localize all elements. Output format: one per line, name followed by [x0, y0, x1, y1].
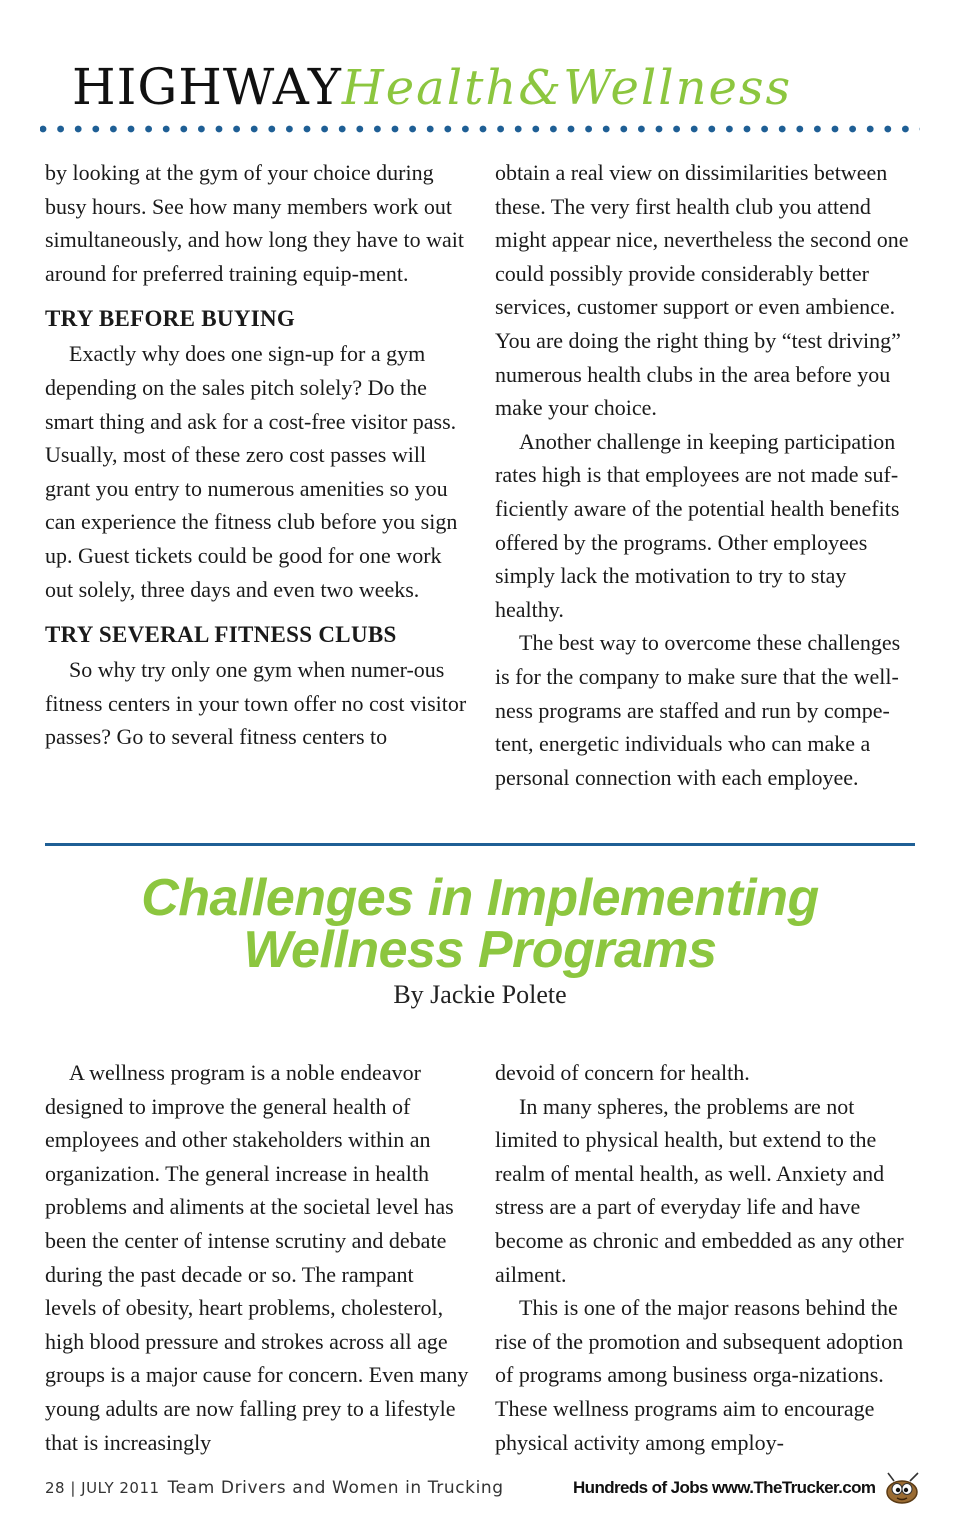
- paragraph: Another challenge in keeping participation rates high is that employees are not made suf-ficiently aware of the potential health benefits offered by the programs. Other employees simply lack the motivation to try to stay healthy.: [495, 428, 900, 622]
- top-article-right-column: [495, 156, 920, 794]
- article-headline: [0, 869, 960, 979]
- paragraph: by looking at the gym of your choice during busy hours. See how many members work out simultaneously, and how long they have to wait around for preferred training equip-ment.: [45, 160, 464, 286]
- feature-left-column: [45, 1056, 470, 1459]
- footer-page-info: [45, 1478, 504, 1498]
- paragraph: Exactly why does one sign-up for a gym depending on the sales pitch solely? Do the smart thing and ask for a cost-free visitor pass. Usually, most of these zero cost passes will grant you entry to numerous amenities so you can experience the fitness club before you sign up. Guest tickets could be good for one work out solely, three days and even two weeks.: [45, 341, 458, 602]
- masthead: [72, 58, 792, 124]
- headline-line-1: Challenges in Implementing: [141, 869, 819, 927]
- subheading-try-before-buying: TRY BEFORE BUYING: [45, 306, 296, 332]
- byline: By Jackie Polete: [393, 980, 567, 1009]
- paragraph: A wellness program is a noble endeavor designed to improve the general health of employees and other stakeholders within an organization. The general increase in health problems and aliments at the societal level has been the center of intense scrutiny and debate during the past decade or so. The rampant levels of obesity, heart problems, cholesterol, high blood pressure and strokes across all age groups is a major cause for concern. Even many young adults are now falling prey to a lifestyle that is increasingly: [45, 1060, 469, 1455]
- feature-right-column: [495, 1056, 920, 1459]
- dot-divider-icon: [40, 122, 920, 136]
- headline-line-2: Wellness Programs: [243, 921, 717, 979]
- masthead-highway: HIGHWAY: [72, 58, 342, 116]
- mascot-bug-icon: [880, 1470, 924, 1506]
- section-divider: [45, 843, 915, 846]
- paragraph: The best way to overcome these challenges is for the company to make sure that the well-ness programs are staffed and run by compe-tent, energetic individuals who can make a personal connection with each employee.: [495, 630, 901, 790]
- paragraph: devoid of concern for health.: [495, 1060, 750, 1085]
- footer-page-date: 28 | JULY 2011: [45, 1479, 160, 1497]
- footer-tagline: Hundreds of Jobs www.TheTrucker.com: [573, 1478, 876, 1497]
- masthead-ampersand: &: [518, 60, 564, 116]
- paragraph: So why try only one gym when numer-ous fitness centers in your town offer no cost visitor passes? Go to several fitness centers to: [45, 657, 467, 750]
- top-article-left-column: [45, 156, 470, 754]
- footer-publication: Team Drivers and Women in Trucking: [167, 1478, 504, 1498]
- masthead-health: Health: [341, 60, 519, 116]
- masthead-wellness: Wellness: [563, 60, 793, 116]
- paragraph: In many spheres, the problems are not limited to physical health, but extend to the realm of mental health, as well. Anxiety and stress are a part of everyday life and have become as chronic and embedded as any other ailment.: [495, 1093, 904, 1287]
- paragraph: This is one of the major reasons behind the rise of the promotion and subsequent adoption of programs among business orga-nizations. These wellness programs aim to encourage physical activity among employ-: [495, 1295, 904, 1455]
- subheading-try-several-fitness-clubs: TRY SEVERAL FITNESS CLUBS: [45, 622, 397, 648]
- paragraph: obtain a real view on dissimilarities between these. The very first health club you attend might appear nice, nevertheless the second one could possibly provide considerably better services, customer support or even ambience. You are doing the right thing by “test driving” numerous health clubs in the area before you make your choice.: [495, 160, 909, 421]
